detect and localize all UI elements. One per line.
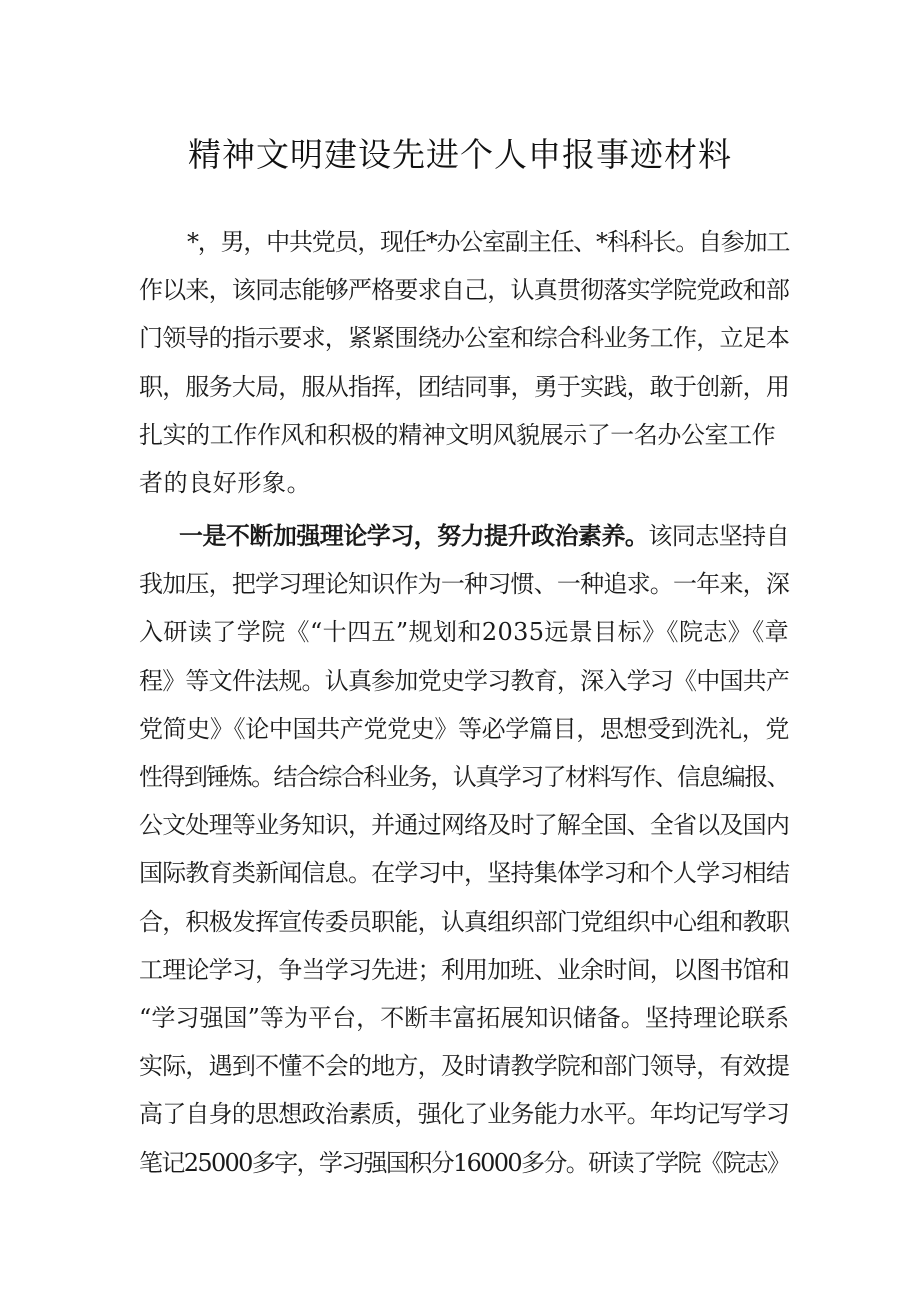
paragraph-first-line — [139, 512, 789, 560]
paragraph-line: 合，积极发挥宣传委员职能，认真组织部门党组织中心组和教职 — [139, 907, 789, 936]
paragraph-line: *，男，中共党员，现任*办公室副主任、*科科长。自参加工 — [187, 228, 789, 256]
paragraph-line-rest: 该同志坚持自 — [648, 522, 789, 550]
paragraph-line: 工理论学习，争当学习先进；利用加班、业余时间，以图书馆和 — [139, 955, 789, 984]
paragraph-line: 国际教育类新闻信息。在学习中，坚持集体学习和个人学习相结 — [139, 859, 789, 888]
paragraph-line: 者的良好形象。 — [139, 469, 312, 498]
paragraph-line: 职，服务大局，服从指挥，团结同事，勇于实践，敢于创新，用 — [139, 372, 789, 401]
paragraph-line: 门领导的指示要求，紧紧围绕办公室和综合科业务工作，立足本 — [139, 324, 789, 353]
document-title: 精神文明建设先进个人申报事迹材料 — [188, 135, 732, 174]
paragraph-line: 入研读了学院《“十四五”规划和2035远景目标》《院志》《章 — [139, 618, 789, 647]
paragraph-line: 扎实的工作作风和积极的精神文明风貌展示了一名办公室工作 — [139, 420, 775, 449]
paragraph-line: “学习强国”等为平台，不断丰富拓展知识储备。坚持理论联系 — [139, 1004, 789, 1033]
paragraph-line: 性得到锤炼。结合综合科业务，认真学习了材料写作、信息编报、 — [139, 763, 789, 792]
paragraph-theory-study — [139, 512, 789, 1187]
paragraph-line: 实际，遇到不懂不会的地方，及时请教学院和部门领导，有效提 — [139, 1052, 789, 1081]
paragraph-line: 作以来，该同志能够严格要求自己，认真贯彻落实学院党政和部 — [139, 276, 789, 305]
paragraph-line: 高了自身的思想政治素质，强化了业务能力水平。年均记写学习 — [139, 1100, 789, 1129]
paragraph-line: 程》等文件法规。认真参加党史学习教育，深入学习《中国共产 — [139, 666, 789, 695]
paragraph-line: 笔记25000多字，学习强国积分16000多分。研读了学院《院志》 — [139, 1148, 790, 1177]
paragraph-heading: 一是不断加强理论学习，努力提升政治素养。 — [179, 522, 649, 550]
paragraph-line: 公文处理等业务知识，并通过网络及时了解全国、全省以及国内 — [139, 811, 789, 840]
paragraph-intro — [139, 218, 789, 507]
paragraph-line: 党简史》《论中国共产党党史》等必学篇目，思想受到洗礼，党 — [139, 714, 789, 743]
paragraph-line: 我加压，把学习理论知识作为一种习惯、一种追求。一年来，深 — [139, 570, 789, 599]
